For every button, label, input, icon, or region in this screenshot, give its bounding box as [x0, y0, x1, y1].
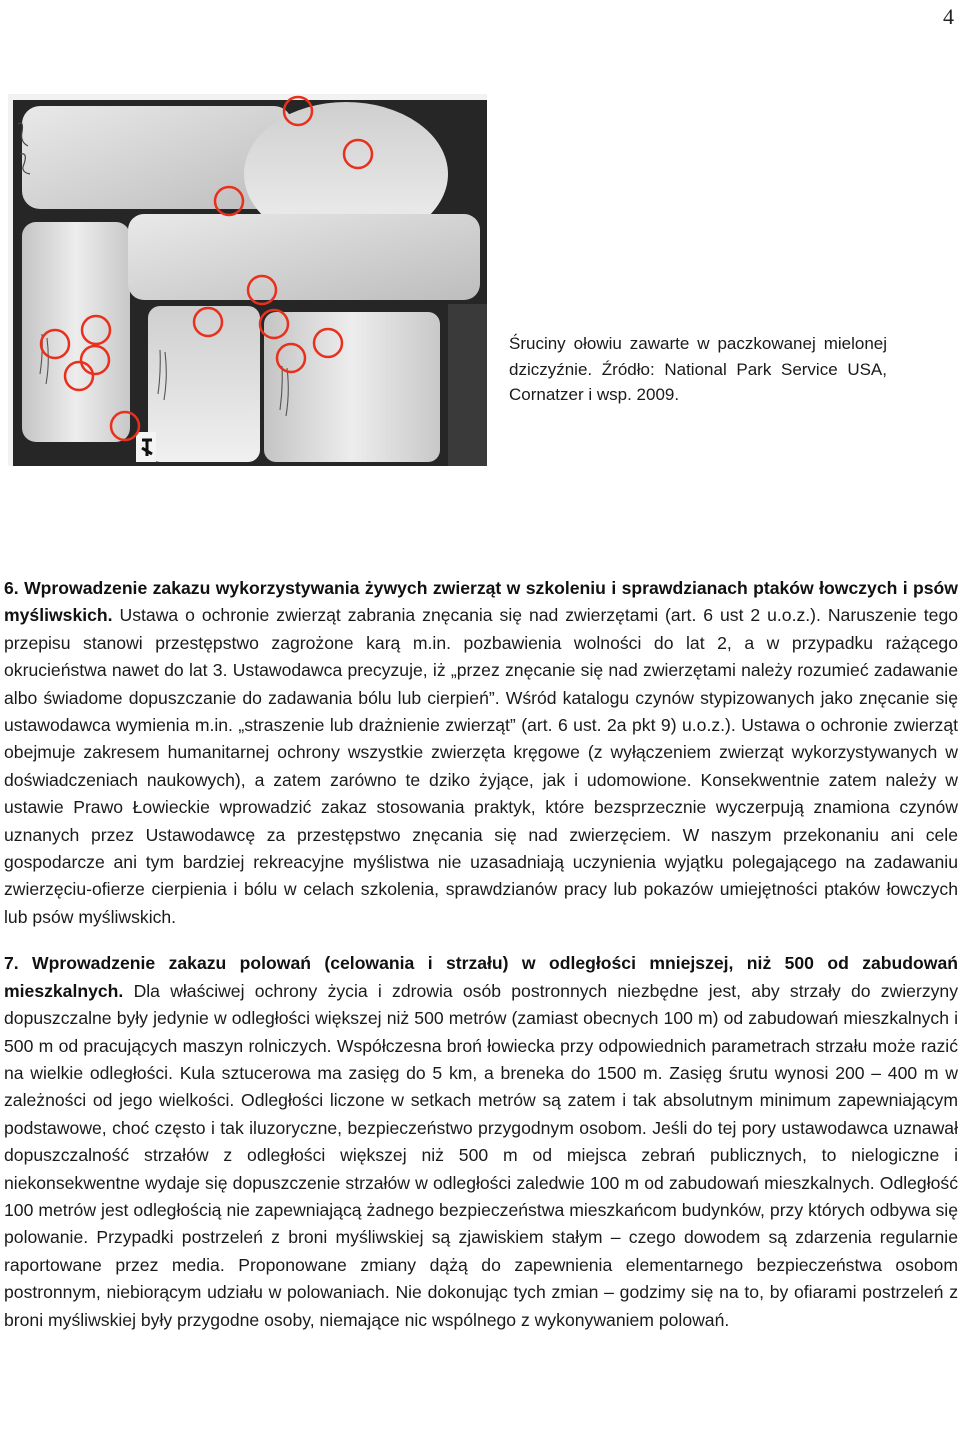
section-7-heading: 7. Wprowadzenie zakazu polowań (celowania i strzału) w odległości mniejszej, niż 500 od zabudowań mieszkalnych.	[4, 953, 958, 1001]
package-bottom-middle	[148, 306, 260, 462]
document-body	[4, 575, 958, 1334]
page-number: 4	[943, 4, 954, 29]
xray-figure	[8, 94, 487, 466]
section-7	[4, 950, 958, 1334]
section-6	[4, 575, 958, 931]
section-6-heading: 6. Wprowadzenie zakazu wykorzystywania żywych zwierząt w szkoleniu i sprawdzianach ptaków łowczych i psów myśliwskich.	[4, 578, 958, 626]
package-left	[22, 222, 130, 442]
section-6-text: Ustawa o ochronie zwierząt zabrania znęcania się nad zwierzętami (art. 6 ust 2 u.o.z.). Naruszenie tego przepisu stanowi przestępstwo zagrożone karą m.in. pozbawienia wolności do lat 2, a w przypadku rażącego okrucieństwa nawet do lat 3. Ustawodawca precyzuje, iż „przez znęcanie się nad zwierzętami należy rozumieć zadawanie albo świadome dopuszczanie do zadawania bólu lub cierpień”. Wśród katalogu czynów stypizowanych jako znęcanie się ustawodawca wymienia m.in. „straszenie lub drażnienie zwierząt” (art. 6 ust. 2a pkt 9) u.o.z.). Ustawa o ochronie zwierząt obejmuje zakresem humanitarnej ochrony wszystkie zwierzęta kręgowe (z wyłączeniem zwierząt wykorzystywanych w doświadczeniach naukowych), a zatem zarówno te dziko żyjące, jak i udomowione. Konsekwentnie zatem należy w ustawie Prawo Łowieckie wprowadzić zakaz stosowania praktyk, które bezsprzecznie wyczerpują znamiona czynów uznanych przez Ustawodawcę za przestępstwo znęcania się nad zwierzęciem. W naszym przekonaniu ani cele gospodarcze ani tym bardziej rekreacyjne myślistwa nie uzasadniają uczynienia wyjątku polegającego na zadawaniu zwierzęciu-ofierze cierpienia i bólu w celach szkolenia, sprawdzianów pracy lub pokazów umiejętności ptaków łowczych lub psów myśliwskich.	[4, 605, 959, 927]
package-middle	[128, 214, 480, 300]
section-7-text: Dla właściwej ochrony życia i zdrowia osób postronnych niezbędne jest, aby strzały do zwierzyny dopuszczalne były jedynie w odległości większej niż 500 metrów (zamiast obecnych 100 m) od zabudowań mieszkalnych i 500 m od pracujących maszyn rolniczych. Współczesna broń łowiecka przy odpowiednich parametrach strzału może razić na wielkie odległości. Kula sztucerowa ma zasięg do 5 km, a breneka do 1500 m. Zasięg śrutu wynosi 200 – 400 m w zależności od jego wielkości. Odległości liczone w setkach metrów są zatem i tak absolutnym minimum zapewniającym podstawowe, choć często i tak iluzoryczne, bezpieczeństwo przygodnym osobom. Jeśli do tej pory ustawodawca uznawał dopuszczalność strzałów z odległości większej niż 500 m od miejsca zebrań publicznych, to nielogiczne i niekonsekwentne wydaje się dopuszczenie strzałów w odległości zaledwie 100 m od zabudowań mieszkalnych. Odległość 100 metrów jest odległością nie zapewniającą żadnego bezpieczeństwa mieszkańcom budynków, przy których odbywa się polowanie. Przypadki postrzeleń z broni myśliwskiej są zjawiskiem stałym – czego dowodem są zdarzenia regularnie raportowane przez media. Proponowane zmiany dążą do zapewnienia elementarnego bezpieczeństwa osobom postronnym, niebiorącym udziału w polowaniach. Nie dokonując tych zmian – godzimy się na to, by ofiarami postrzeleń z broni myśliwskiej były przygodne osoby, niemające nic wspólnego z wykonywaniem polowań.	[4, 980, 959, 1330]
package-bottom-right	[264, 312, 440, 462]
xray-image	[8, 94, 487, 466]
figure-caption: Śruciny ołowiu zawarte w paczkowanej mielonej dziczyźnie. Źródło: National Park Service USA, Cornatzer i wsp. 2009.	[509, 334, 887, 404]
